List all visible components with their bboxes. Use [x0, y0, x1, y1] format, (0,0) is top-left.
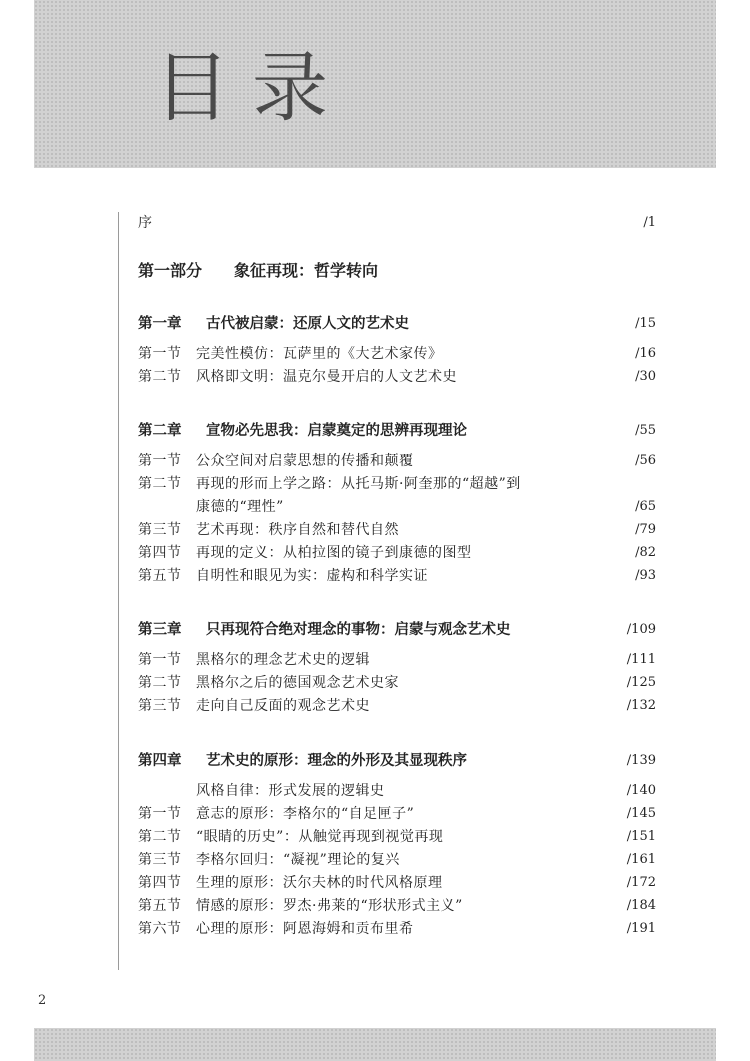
toc-page: /109: [626, 622, 656, 637]
section-number: 第三节: [138, 522, 182, 538]
toc-page: /30: [635, 369, 656, 384]
toc-section[interactable]: [138, 918, 658, 940]
toc-page: /191: [626, 921, 656, 936]
section-number: 第四节: [138, 875, 182, 891]
section-title: 心理的原形：阿恩海姆和贡布里希: [196, 921, 414, 937]
section-title: 艺术再现：秩序自然和替代自然: [196, 522, 399, 538]
footer-band: [34, 1028, 716, 1061]
section-number: 第二节: [138, 369, 182, 385]
toc-entry-preface[interactable]: [138, 212, 658, 234]
section-number: 第二节: [138, 476, 182, 492]
toc-chapter-3[interactable]: [138, 619, 658, 641]
section-title: 生理的原形：沃尔夫林的时代风格原理: [196, 875, 443, 891]
chapter-title: 宣物必先思我：启蒙奠定的思辨再现理论: [206, 423, 467, 439]
page-number: 2: [38, 993, 47, 1008]
toc-page: /132: [626, 698, 656, 713]
section-title: 走向自己反面的观念艺术史: [196, 698, 370, 714]
chapter-number: 第四章: [138, 753, 182, 769]
toc-section[interactable]: [138, 803, 658, 825]
section-title: 公众空间对启蒙思想的传播和颠覆: [196, 453, 414, 469]
section-number: 第三节: [138, 852, 182, 868]
toc-section[interactable]: [138, 895, 658, 917]
section-title: 黑格尔的理念艺术史的逻辑: [196, 652, 370, 668]
toc-section[interactable]: [138, 473, 658, 495]
toc-section[interactable]: [138, 343, 658, 365]
part-title: 象征再现：哲学转向: [234, 261, 379, 280]
part-number: 第一部分: [138, 261, 203, 280]
toc-page: /161: [626, 852, 656, 867]
toc-section[interactable]: [138, 366, 658, 388]
toc-page: /93: [635, 568, 656, 583]
toc-section[interactable]: [138, 565, 658, 587]
toc-section[interactable]: [138, 519, 658, 541]
section-number: 第五节: [138, 568, 182, 584]
vertical-rule: [118, 212, 119, 970]
section-number: 第六节: [138, 921, 182, 937]
toc-page: /82: [635, 545, 656, 560]
section-title: 风格即文明：温克尔曼开启的人文艺术史: [196, 369, 457, 385]
section-number: 第二节: [138, 675, 182, 691]
section-title: 黑格尔之后的德国观念艺术史家: [196, 675, 399, 691]
toc-label: 序: [138, 215, 152, 231]
section-title: 再现的定义：从柏拉图的镜子到康德的图型: [196, 545, 472, 561]
section-title: 李格尔回归：“凝视”理论的复兴: [196, 852, 400, 868]
toc-page: /56: [635, 453, 656, 468]
toc-page: /55: [635, 423, 656, 438]
toc-section[interactable]: [138, 826, 658, 848]
header-band: [34, 0, 716, 168]
toc-page: /111: [626, 652, 656, 667]
chapter-number: 第二章: [138, 423, 182, 439]
section-number: 第二节: [138, 829, 182, 845]
toc-section[interactable]: [138, 872, 658, 894]
chapter-number: 第一章: [138, 316, 182, 332]
section-number: 第一节: [138, 652, 182, 668]
section-title: 意志的原形：李格尔的“自足匣子”: [196, 806, 415, 822]
toc-section[interactable]: [138, 672, 658, 694]
section-number: 第四节: [138, 545, 182, 561]
chapter-title: 只再现符合绝对理念的事物：启蒙与观念艺术史: [206, 622, 511, 638]
toc-page: /15: [635, 316, 656, 331]
section-title: 情感的原形：罗杰·弗莱的“形状形式主义”: [196, 898, 463, 914]
toc-page: /65: [635, 499, 656, 514]
toc-page: /16: [635, 346, 656, 361]
toc-section-continuation[interactable]: [138, 496, 658, 518]
section-number: 第五节: [138, 898, 182, 914]
section-title: 风格自律：形式发展的逻辑史: [196, 783, 385, 799]
toc-section[interactable]: [138, 450, 658, 472]
toc-page: /145: [626, 806, 656, 821]
section-title: 康德的“理性”: [196, 499, 284, 515]
section-number: 第一节: [138, 806, 182, 822]
toc-chapter-2[interactable]: [138, 420, 658, 442]
section-title: 再现的形而上学之路：从托马斯·阿奎那的“超越”到: [196, 476, 521, 492]
page-title: 目录: [154, 43, 350, 132]
toc-page: /184: [626, 898, 656, 913]
toc-section[interactable]: [138, 542, 658, 564]
toc-part-1[interactable]: [138, 260, 658, 282]
section-number: 第三节: [138, 698, 182, 714]
toc-section[interactable]: [138, 695, 658, 717]
toc-page: /139: [626, 753, 656, 768]
toc-page: /140: [626, 783, 656, 798]
toc-section-intro[interactable]: [138, 780, 658, 802]
chapter-title: 古代被启蒙：还原人文的艺术史: [206, 316, 409, 332]
section-title: “眼睛的历史”：从触觉再现到视觉再现: [196, 829, 444, 845]
toc-section[interactable]: [138, 649, 658, 671]
toc-chapter-1[interactable]: [138, 313, 658, 335]
toc-section[interactable]: [138, 849, 658, 871]
toc-page: /79: [635, 522, 656, 537]
toc-page: /172: [626, 875, 656, 890]
chapter-number: 第三章: [138, 622, 182, 638]
toc-page: /151: [626, 829, 656, 844]
chapter-title: 艺术史的原形：理念的外形及其显现秩序: [206, 753, 467, 769]
toc-page: /1: [643, 215, 656, 230]
section-number: 第一节: [138, 346, 182, 362]
section-number: 第一节: [138, 453, 182, 469]
toc-page: /125: [626, 675, 656, 690]
section-title: 自明性和眼见为实：虚构和科学实证: [196, 568, 428, 584]
section-title: 完美性模仿：瓦萨里的《大艺术家传》: [196, 346, 443, 362]
toc-chapter-4[interactable]: [138, 750, 658, 772]
